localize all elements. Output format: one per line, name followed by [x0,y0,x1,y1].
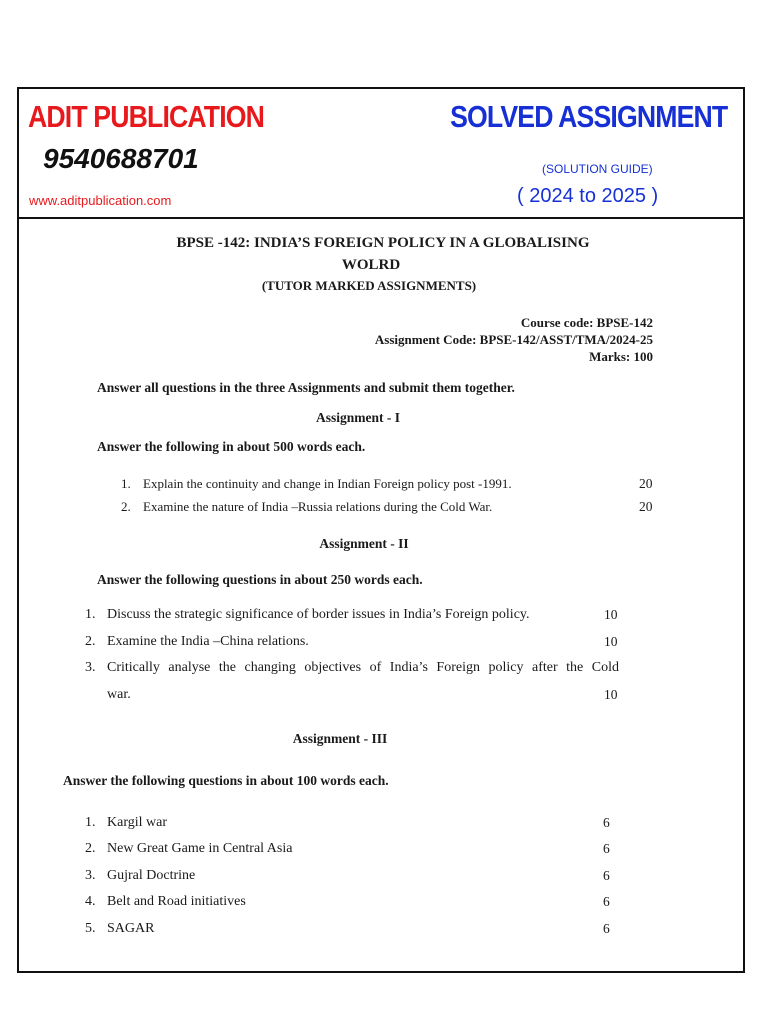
assignment-1-instruction: Answer the following in about 500 words each. [97,439,366,454]
question-text: Gujral Doctrine [107,868,196,883]
question-text: Examine the India –China relations. [107,634,309,649]
total-marks: Marks: 100 [589,349,653,364]
document-frame [17,87,745,973]
question-number: 1. [85,815,96,830]
course-title-line1: BPSE -142: INDIA’S FOREIGN POLICY IN A GLOBALISING [176,235,590,251]
question-marks: 6 [603,894,610,909]
question-number: 4. [85,894,96,909]
question-marks: 10 [604,634,618,649]
solved-assignment-title: SOLVED ASSIGNMENT [449,99,727,134]
phone-number: 9540688701 [43,143,199,174]
question-number: 3. [85,868,96,883]
question-marks: 6 [603,921,610,936]
course-code: Course code: BPSE-142 [520,315,653,330]
assignment-3-heading: Assignment - III [292,731,388,746]
question-number: 2. [121,499,131,514]
question-text: New Great Game in Central Asia [107,841,293,856]
question-marks: 6 [603,815,610,830]
question-text: Explain the continuity and change in Indian Foreign policy post -1991. [143,476,512,491]
assignment-2-heading: Assignment - II [319,536,409,551]
assignment-code: Assignment Code: BPSE-142/ASST/TMA/2024-25 [374,332,653,347]
question-marks: 20 [639,499,653,514]
course-title-line2: WOLRD [341,257,401,273]
brand-name: ADIT PUBLICATION [28,99,265,134]
assignment-2-instruction: Answer the following questions in about 250 words each. [97,572,423,587]
website-link[interactable]: www.aditpublication.com [29,193,172,208]
question-marks: 6 [603,868,610,883]
question-number: 1. [85,607,96,622]
question-text: SAGAR [107,921,155,936]
question-number: 1. [121,476,131,491]
question-number: 3. [85,660,96,675]
question-text: Belt and Road initiatives [107,894,246,909]
general-instruction: Answer all questions in the three Assignments and submit them together. [97,380,515,395]
session-years: ( 2024 to 2025 ) [517,185,659,207]
question-text: Critically analyse the changing objectives of India’s Foreign policy after the Cold [107,660,619,675]
solution-guide-label: (SOLUTION GUIDE) [542,162,653,176]
question-text: Kargil war [107,815,167,830]
question-number: 2. [85,634,96,649]
question-text-continued: war. [107,687,131,702]
question-text: Discuss the strategic significance of border issues in India’s Foreign policy. [107,607,530,622]
question-number: 2. [85,841,96,856]
question-marks: 10 [604,607,618,622]
assignment-1-heading: Assignment - I [315,410,400,425]
publisher-header [19,89,743,219]
course-subtitle: (TUTOR MARKED ASSIGNMENTS) [261,278,477,293]
question-marks: 20 [639,476,653,491]
assignment-3-instruction: Answer the following questions in about 100 words each. [63,773,389,788]
question-marks: 6 [603,841,610,856]
question-number: 5. [85,921,96,936]
question-marks: 10 [604,687,618,702]
question-text: Examine the nature of India –Russia relations during the Cold War. [143,499,493,514]
